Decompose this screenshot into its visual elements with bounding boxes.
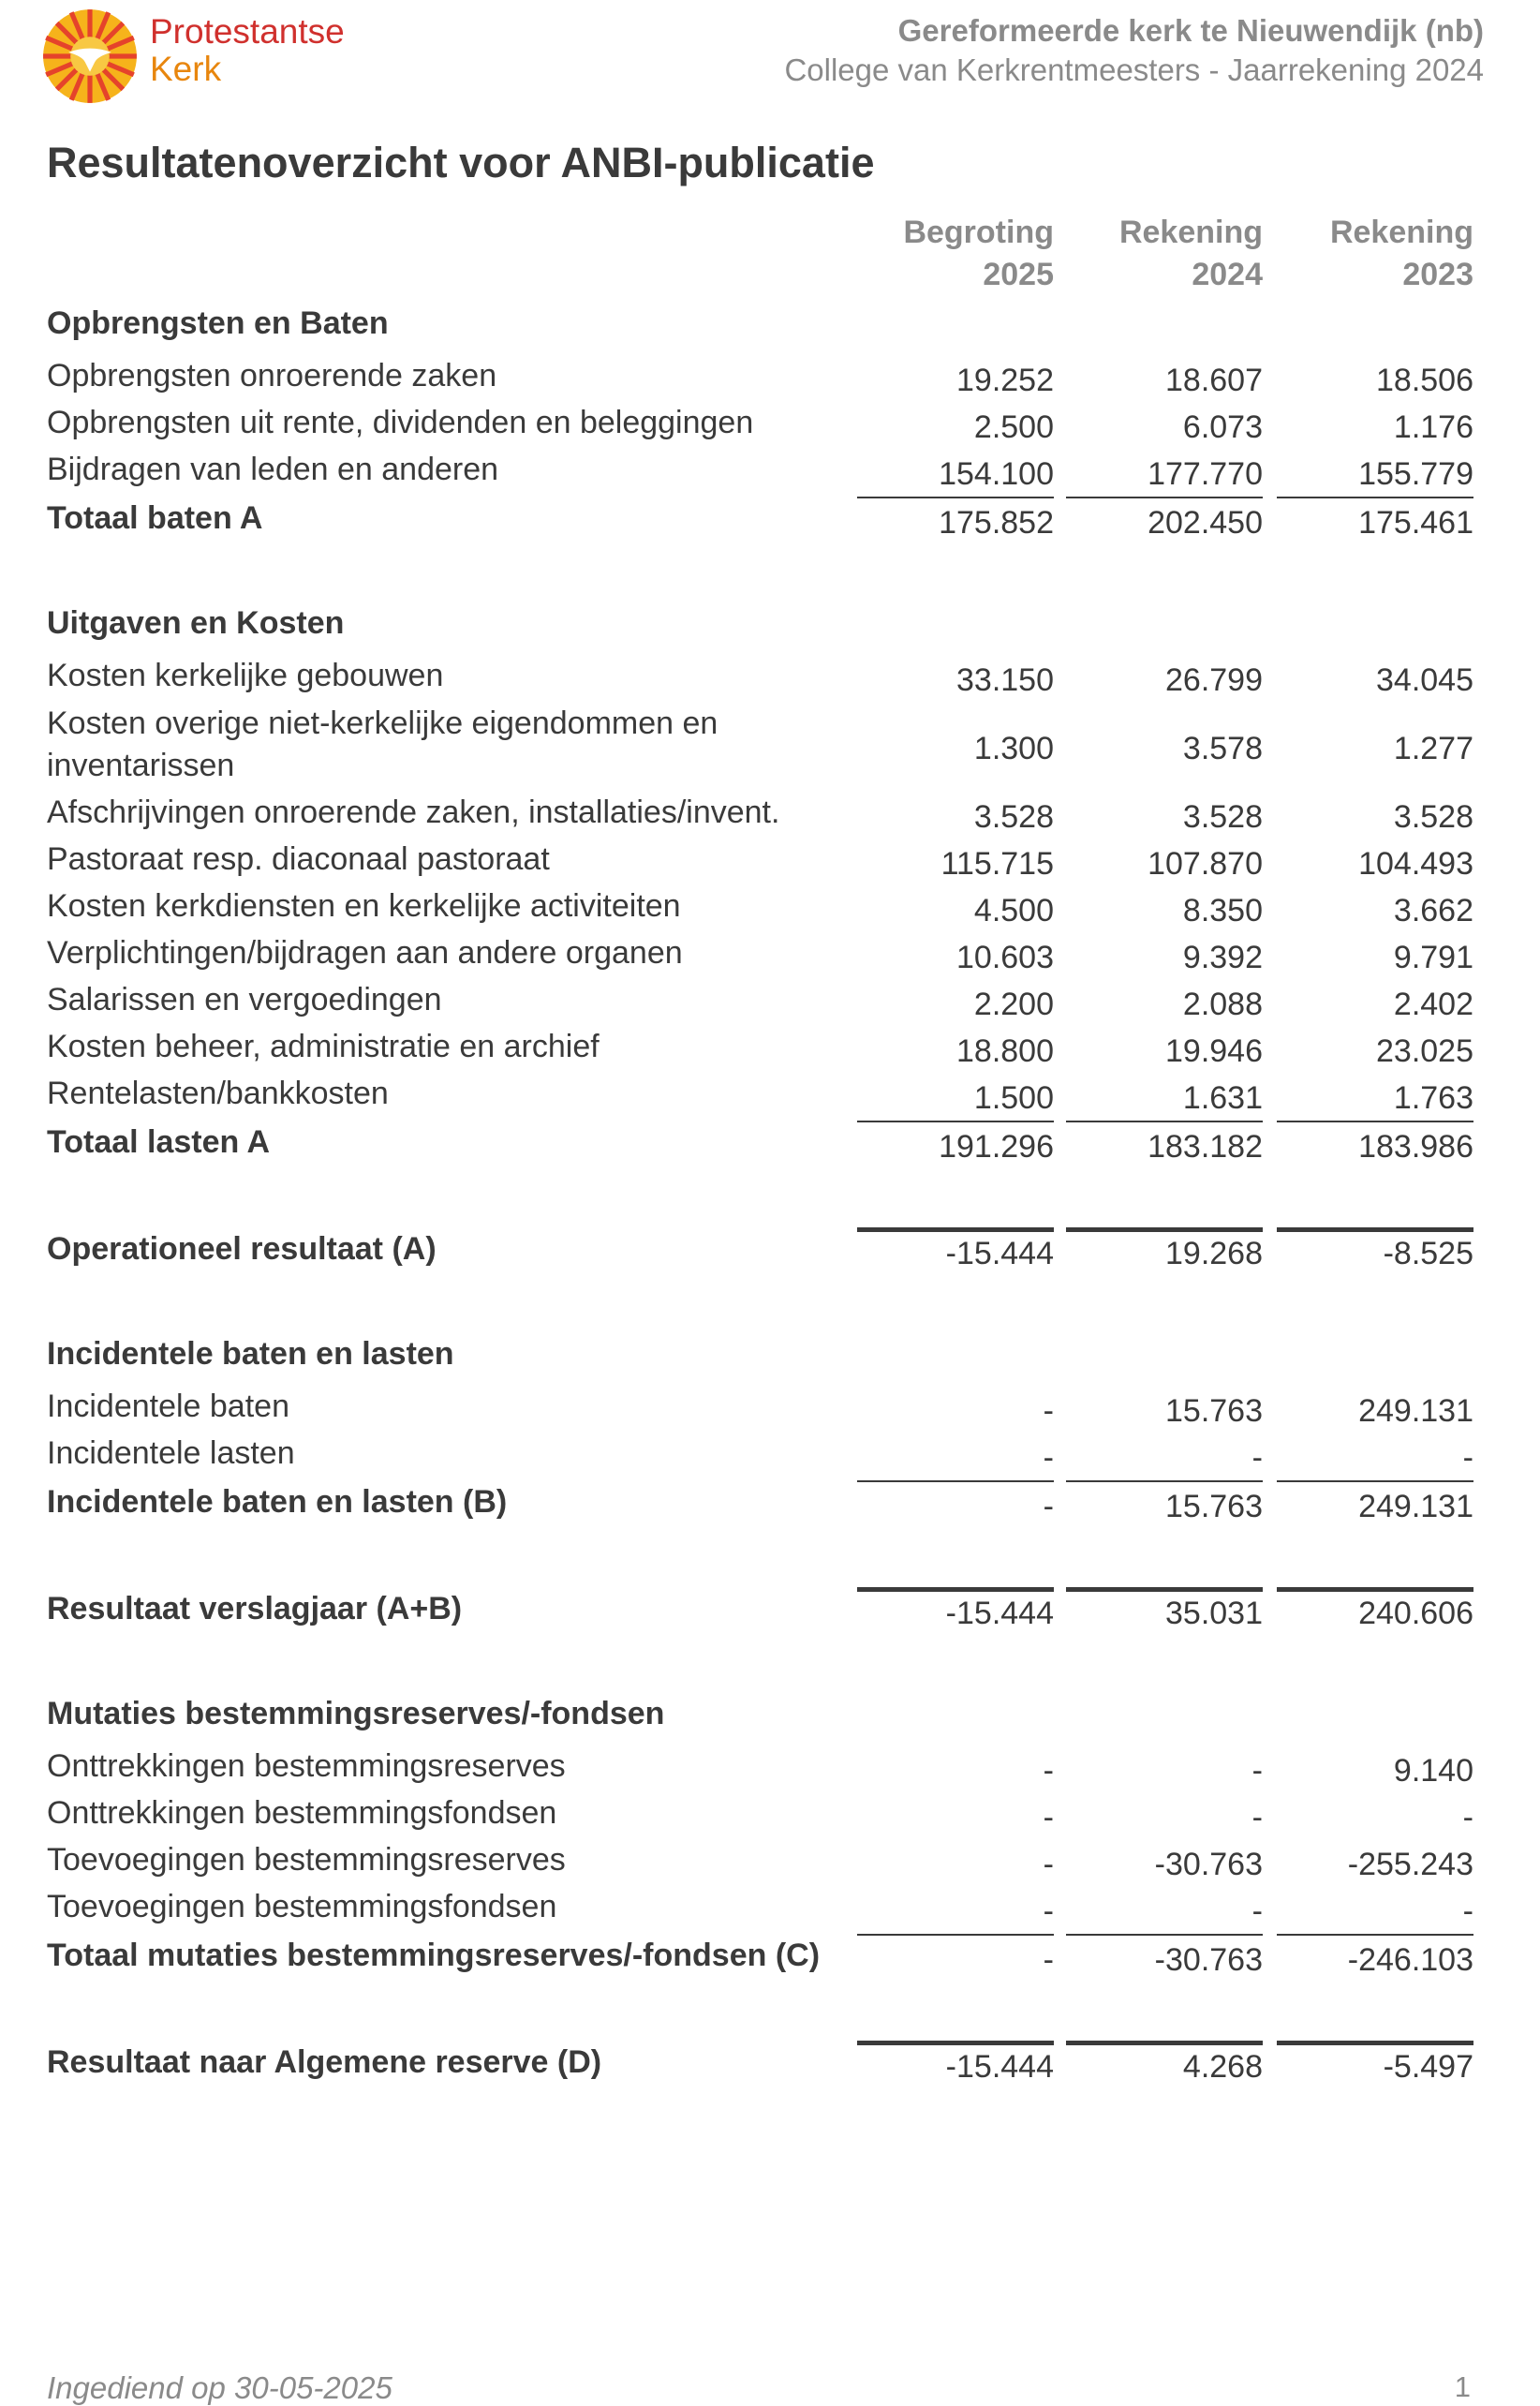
table-row: Incidentele lasten - - - — [47, 1435, 1473, 1476]
subtotal-rule — [1277, 497, 1473, 498]
table-row: Toevoegingen bestemmingsfondsen - - - — [47, 1889, 1473, 1929]
table-row: Toevoegingen bestemmingsreserves - -30.763 -255.243 — [47, 1842, 1473, 1882]
table-row: Opbrengsten onroerende zaken 19.252 18.607 18.506 — [47, 358, 1473, 398]
section-incidentele-baten-lasten: Incidentele baten en lasten — [47, 1336, 454, 1372]
table-row: Onttrekkingen bestemmingsreserves - - 9.140 — [47, 1748, 1473, 1789]
section-opbrengsten-baten: Opbrengsten en Baten — [47, 305, 389, 341]
result-row: Resultaat verslagjaar (A+B) -15.444 35.031 240.606 — [47, 1591, 1473, 1631]
subtotal-rule — [857, 497, 1054, 498]
logo-wordmark: Protestantse Kerk — [150, 12, 345, 88]
table-row: Pastoraat resp. diaconaal pastoraat 115.715 107.870 104.493 — [47, 841, 1473, 882]
total-row: Totaal lasten A 191.296 183.182 183.986 — [47, 1124, 1473, 1165]
subtotal-rule — [1066, 497, 1263, 498]
table-row: Rentelasten/bankkosten 1.500 1.631 1.763 — [47, 1076, 1473, 1116]
subtotal-rule — [857, 1480, 1054, 1482]
result-row: Resultaat naar Algemene reserve (D) -15.444 4.268 -5.497 — [47, 2044, 1473, 2085]
total-row: Totaal baten A 175.852 202.450 175.461 — [47, 500, 1473, 541]
table-row: Onttrekkingen bestemmingsfondsen - - - — [47, 1795, 1473, 1835]
table-row: Bijdragen van leden en anderen 154.100 177.770 155.779 — [47, 452, 1473, 492]
column-header-rekening-2024: Rekening 2024 — [1118, 215, 1263, 292]
page-number: 1 — [1454, 2370, 1471, 2403]
section-uitgaven-kosten: Uitgaven en Kosten — [47, 605, 345, 641]
table-row: Verplichtingen/bijdragen aan andere organen 10.603 9.392 9.791 — [47, 935, 1473, 975]
table-row: Kosten overige niet-kerkelijke eigendommen en inventarissen 1.300 3.578 1.277 — [47, 705, 1473, 783]
column-header-begroting-2025: Begroting 2025 — [903, 215, 1054, 292]
page-title: Resultatenoverzicht voor ANBI-publicatie — [47, 139, 875, 186]
subtotal-rule — [1277, 1934, 1473, 1936]
logo — [41, 7, 378, 101]
result-row: Operationeel resultaat (A) -15.444 19.268 -8.525 — [47, 1231, 1473, 1271]
document-header — [784, 11, 1484, 90]
table-row: Salarissen en vergoedingen 2.200 2.088 2.402 — [47, 982, 1473, 1022]
total-row: Incidentele baten en lasten (B) - 15.763 249.131 — [47, 1484, 1473, 1524]
subtotal-rule — [1066, 1121, 1263, 1122]
table-row: Afschrijvingen onroerende zaken, installaties/invent. 3.528 3.528 3.528 — [47, 795, 1473, 835]
total-row: Totaal mutaties bestemmingsreserves/-fondsen (C) - -30.763 -246.103 — [47, 1938, 1473, 1978]
table-row: Kosten kerkelijke gebouwen 33.150 26.799 34.045 — [47, 658, 1473, 698]
protestantse-kerk-logo-icon — [41, 7, 139, 105]
subtotal-rule — [857, 1934, 1054, 1936]
section-mutaties-bestemmingsreserves: Mutaties bestemmingsreserves/-fondsen — [47, 1696, 665, 1731]
church-name: Gereformeerde kerk te Nieuwendijk (nb) — [897, 13, 1484, 48]
submission-date: Ingediend op 30-05-2025 — [47, 2370, 392, 2405]
subtotal-rule — [1066, 1480, 1263, 1482]
table-row: Kosten kerkdiensten en kerkelijke activiteiten 4.500 8.350 3.662 — [47, 888, 1473, 928]
subtotal-rule — [1277, 1121, 1473, 1122]
subtotal-rule — [1066, 1934, 1263, 1936]
table-row: Kosten beheer, administratie en archief 18.800 19.946 23.025 — [47, 1029, 1473, 1069]
table-row: Opbrengsten uit rente, dividenden en beleggingen 2.500 6.073 1.176 — [47, 405, 1473, 445]
subtotal-rule — [1277, 1480, 1473, 1482]
table-row: Incidentele baten - 15.763 249.131 — [47, 1389, 1473, 1429]
report-subtitle: College van Kerkrentmeesters - Jaarrekening 2024 — [784, 52, 1484, 87]
column-header-rekening-2023: Rekening 2023 — [1329, 215, 1473, 292]
subtotal-rule — [857, 1121, 1054, 1122]
